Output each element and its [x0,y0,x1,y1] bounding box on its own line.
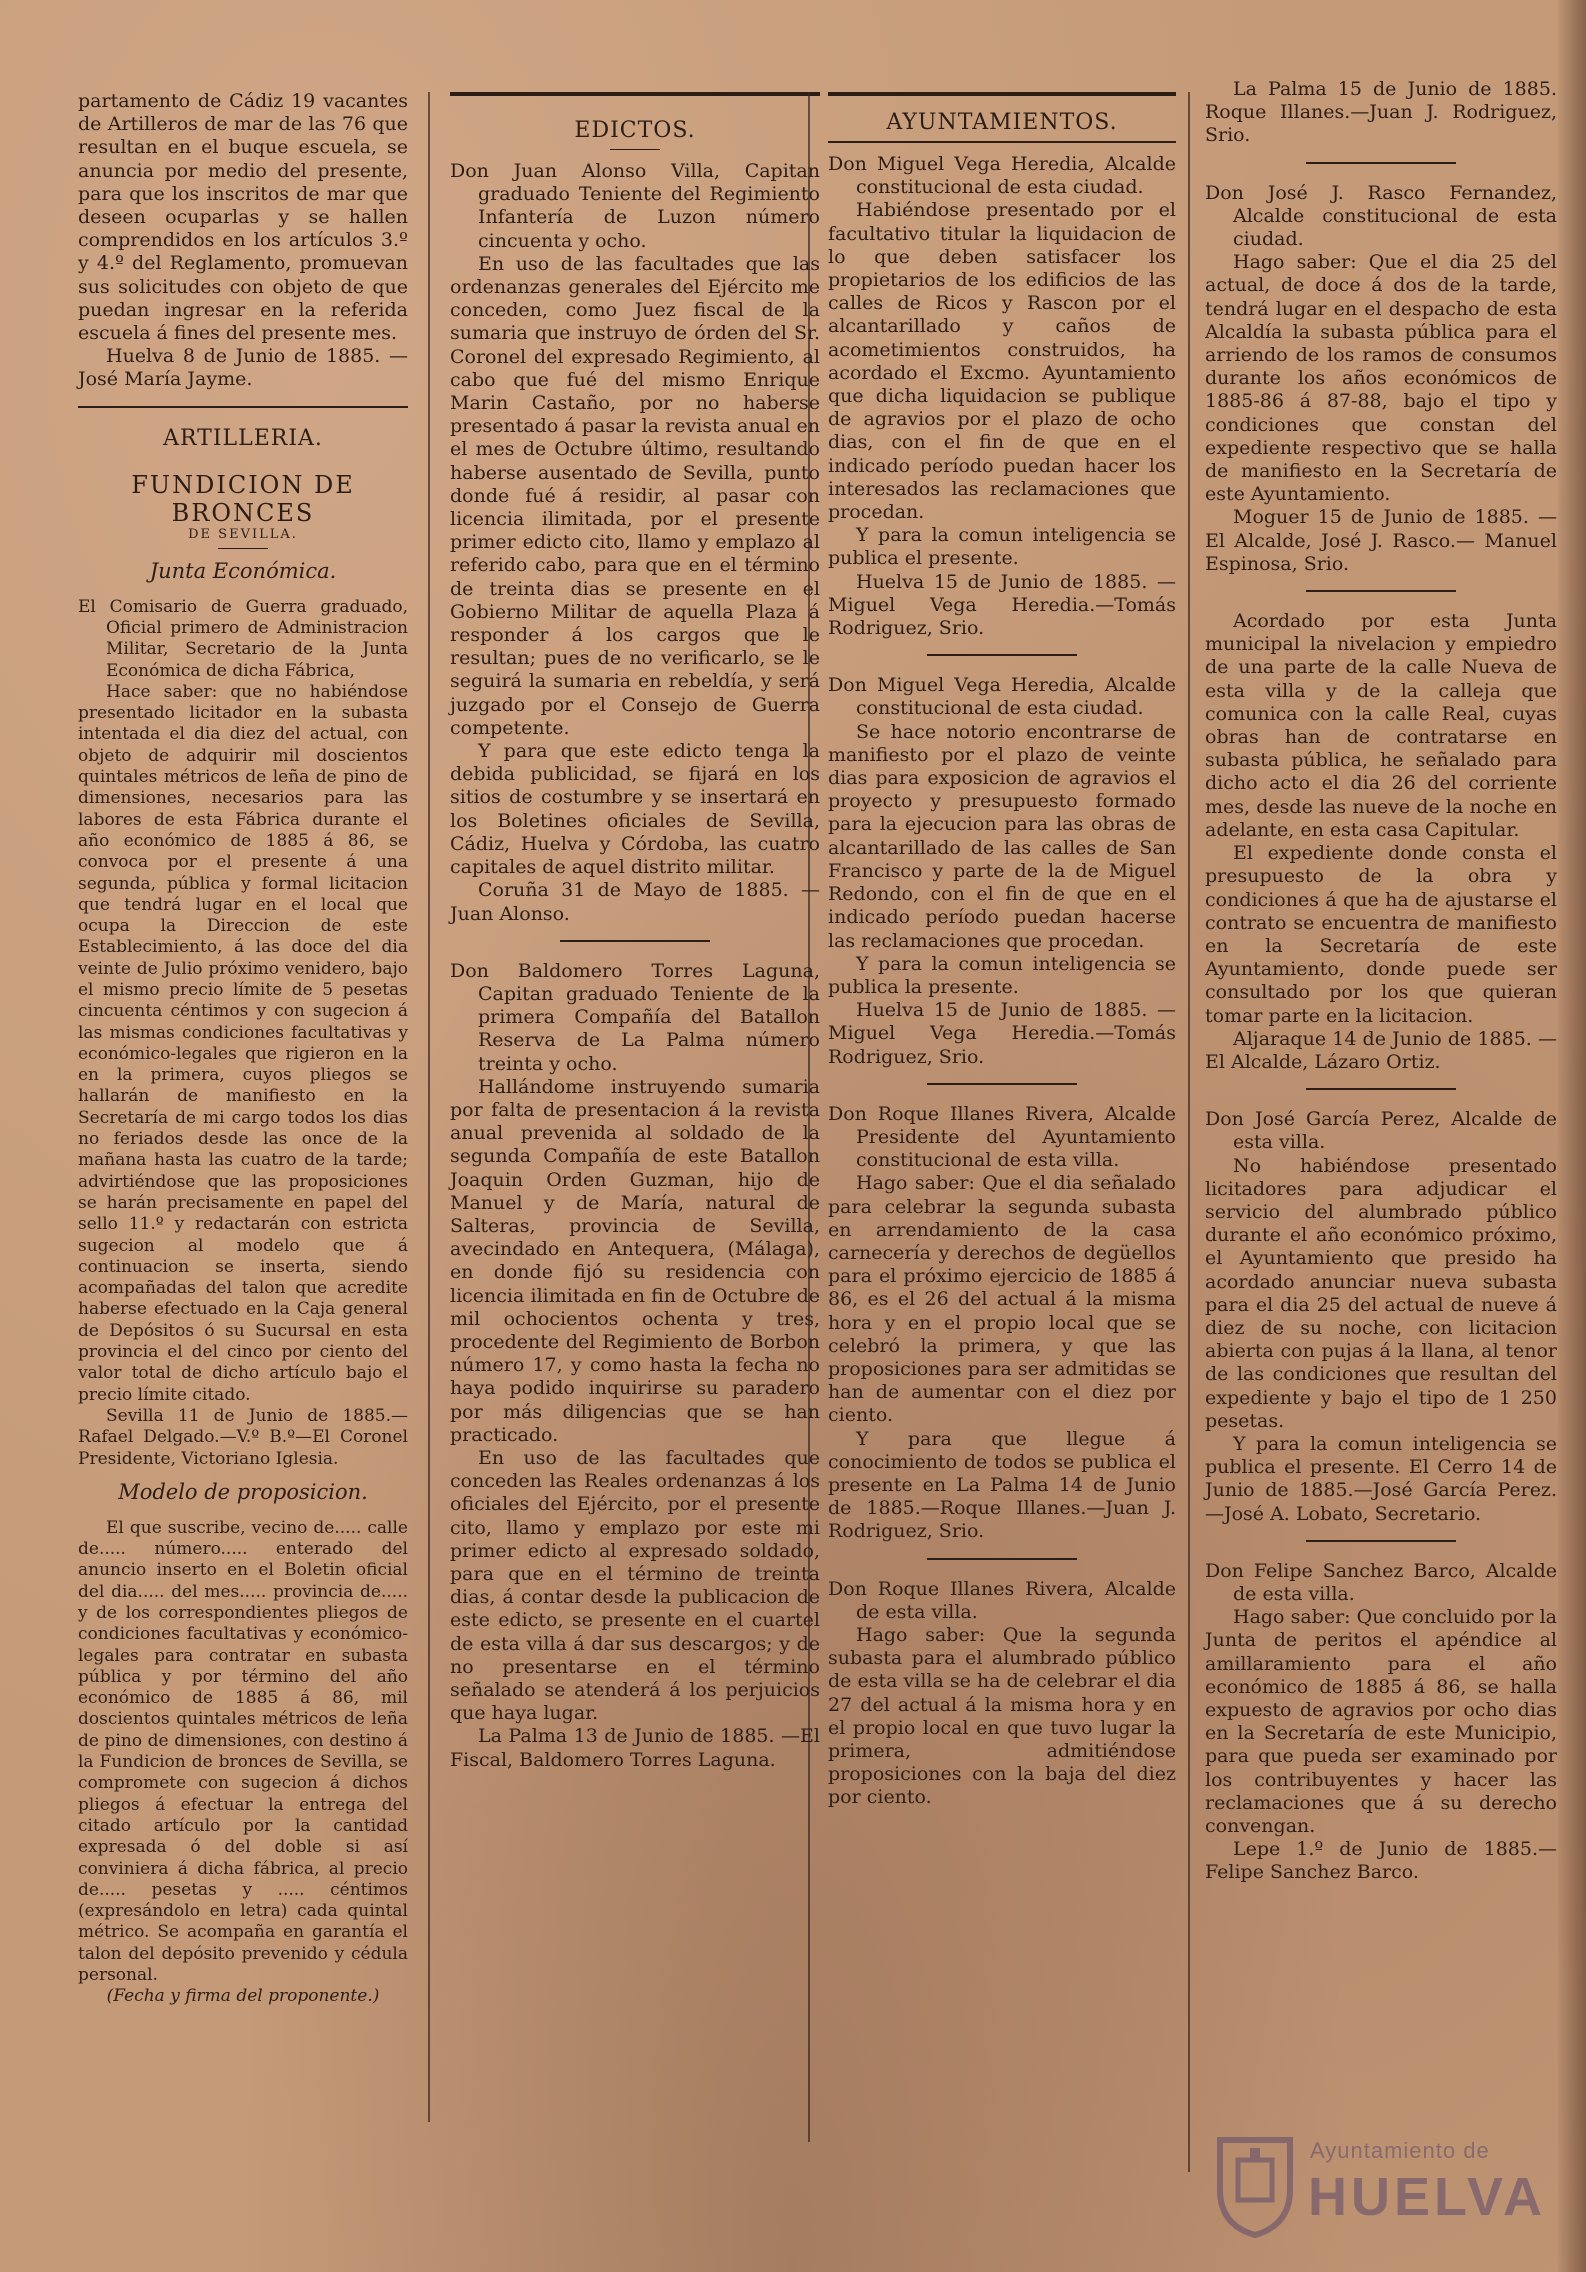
notice-body: No habiéndose presentado licitadores para adjudicar el servicio del alumbrado público durante el año económico próximo, el Ayuntamiento que presido ha acordado anunciar nueva subasta para el dia 25 del actual de nueve á diez de su noche, con licitacion abierta con pujas á la llana, al tenor de las condiciones que resultan del expediente y bajo el tipo de 1 250 pesetas. [1205,1154,1557,1432]
notice-body: Hago saber: Que el dia señalado para celebrar la segunda subasta en arrendamiento de la casa carnecería y derechos de degüellos para el próximo ejercicio de 1885 á 86, es el 26 del actual á la misma hora y en el propio local que se celebró la primera, y que las proposiciones para ser admitidas se han de aumentar con el diez por ciento. [828,1172,1176,1427]
notice-body: Hago saber: Que la segunda subasta para el alumbrado público de esta villa se ha de celebrar el dia 27 del actual á la misma hora y en el propio local en que tuvo lugar la primera, admitiéndose proposiciones con la baja del diez por ciento. [828,1623,1176,1809]
notice-body: Y para que llegue á conocimiento de todos se publica el presente en La Palma 14 de Junio de 1885.—Roque Illanes.—Juan J. Rodriguez, Srio. [828,1427,1176,1543]
separator [927,654,1077,656]
column-3 [828,90,1176,1810]
model-signature: (Fecha y firma del proponente.) [106,1986,380,2007]
notice-signature: Huelva 8 de Junio de 1885. —José María Jayme. [78,345,408,391]
board-title: Junta Económica. [149,558,337,583]
archive-watermark [1210,2130,1555,2250]
notice-signature: Lepe 1.º de Junio de 1885.— Felipe Sanchez Barco. [1205,1838,1557,1884]
notice-body: Y para la comun inteligencia se publica el presente. [828,524,1176,570]
notice-issuer: Don Miguel Vega Heredia, Alcalde constitucional de esta ciudad. [828,153,1176,199]
page-edge-shadow [1558,0,1586,2272]
notice-body: El expediente donde consta el presupuesto de la obra y condiciones á que ha de ajustarse el contrato se encuentra de manifiesto en la Secretaría de este Ayuntamiento, donde puede ser consultado por los que quieran tomar parte en la licitacion. [1205,842,1557,1027]
dash-rule [218,548,268,549]
section-title: AYUNTAMIENTOS. [886,110,1118,135]
column-4 [1205,78,1557,1885]
notice-body: Se hace notorio encontrarse de manifiesto por el plazo de veinte dias para exposicion de agravios el proyecto y presupuesto formado para la ejecucion para las obras de alcantarillado de las calles de San Francisco y parte de la de Miguel Redondo, con el fin de que en el indicado período puedan hacerse las reclamaciones que procedan. [828,720,1176,952]
section-title: EDICTOS. [574,118,696,143]
edict-body: En uso de las facultades que conceden las Reales ordenanzas á los oficiales del Ejército, por el presente cito, llamo y emplazo por este mi primer edicto al expresado soldado, para que en el término de treinta dias, á contar desde la publicacion de este edicto, se presente en el cuartel de esta villa á dar sus descargos; y de no presentarse en el término señalado se atenderá á los perjuicios que haya lugar. [450,1446,820,1725]
column-divider [428,92,430,2122]
notice-body: Acordado por esta Junta municipal la nivelacion y empiedro de una parte de la calle Nueva de esta villa y de la calleja que comunica con la calle Real, cuyas obras han de contratarse en subasta pública, he señalado para dicho acto el dia 26 del corriente mes, desde las nueve de la noche en adelante, en esta casa Capitular. [1205,610,1557,841]
column-divider [1188,92,1190,2172]
separator [560,940,710,942]
notice-body: Hace saber: que no habiéndose presentado licitador en la subasta intentada el dia diez del actual, con objeto de adquirir mil doscientos quintales métricos de leña de pino de dimensiones, necesarios para las labores de esta Fábrica durante el año económico de 1885 á 86, se convoca por el presente á una segunda, pública y formal licitacion que tendrá lugar en el local que ocupa la Direccion de este Establecimiento, á las doce del dia veinte de Julio próximo venidero, bajo el mismo precio límite de 5 pesetas cincuenta céntimos y con sugecion á las mismas condiciones facultativas y económico-legales que rigieron en la en la primera, cuyos pliegos se hallarán de manifiesto en la Secretaría de mi cargo todos los dias no feriados desde las once de la mañana hasta las cuatro de la tarde; advirtiéndose que las proposiciones se harán precisamente en papel del sello 11.º y redactarán con estricta sugecion al modelo que á continuacion se inserta, siendo acompañadas del talon que acredite haberse efectuado en la Caja general de Depósitos ó su Sucursal en esta provincia el del cinco por ciento del valor total de dicho artículo bajo el precio límite citado. [78,681,408,1405]
separator [1306,162,1456,164]
column-2 [450,90,820,1772]
separator [1306,1088,1456,1090]
edict-body: En uso de las facultades que las ordenanzas generales del Ejército me conceden, como Juez fiscal de la sumaria que instruyo de órden del Sr. Coronel del expresado Regimiento, al cabo que fué del mismo Enrique Marin Castaño, por no haberse presentado á pasar la revista anual en el mes de Octubre último, resultando haberse ausentado de Sevilla, punto donde fué á residir, al pasar con licencia ilimitada, por el presente primer edicto cito, llamo y emplazo al referido cabo, para que en el término de treinta dias se presente en el Gobierno Militar de aquella Plaza á responder á los cargos que le resultan; pues de no verificarlo, se le seguirá la sumaria en rebeldía, y será juzgado por el Consejo de Guerra competente. [450,252,820,739]
edict-issuer: Don Baldomero Torres Laguna, Capitan graduado Teniente de la primera Compañía del Batallon Reserva de La Palma número treinta y ocho. [450,959,820,1075]
crest-icon [1210,2130,1300,2240]
notice-signature: Huelva 15 de Junio de 1885. —Miguel Vega Heredia.—Tomás Rodriguez, Srio. [828,999,1176,1068]
watermark-line2: HUELVA [1308,2167,1546,2227]
notice-subheading: DE SEVILLA. [188,526,298,542]
notice-issuer: El Comisario de Guerra graduado, Oficial primero de Administracion Militar, Secretario de la Junta Económica de dicha Fábrica, [78,596,408,681]
notice-signature: Aljaraque 14 de Junio de 1885. —El Alcalde, Lázaro Ortiz. [1205,1027,1557,1073]
edict-issuer: Don Juan Alonso Villa, Capitan graduado Teniente del Regimiento Infantería de Luzon número cincuenta y ocho. [450,160,820,252]
notice-signature: Moguer 15 de Junio de 1885. —El Alcalde, José J. Rasco.— Manuel Espinosa, Srio. [1205,506,1557,575]
separator [927,1558,1077,1560]
edict-body: Hallándome instruyendo sumaria por falta de presentacion á la revista anual prevenida al soldado de la segunda Compañía de este Batallon Joaquin Orden Guzman, hijo de Manuel y de María, natural de Salteras, provincia de Sevilla, avecindado en Antequera, (Málaga), en donde fijó su residencia con licencia ilimitada en fin de Octubre de mil ochocientos ochenta y tres, procedente del Regimiento de Borbon número 17, y como hasta la fecha no haya podido inquirirse su paradero por más diligencias que se han practicado. [450,1075,820,1446]
notice-heading: FUNDICION DE BRONCES [131,470,355,527]
section-title: ARTILLERIA. [163,425,323,451]
notice-body: Y para la comun inteligencia se publica la presente. [828,952,1176,998]
notice-issuer: Don Felipe Sanchez Barco, Alcalde de esta villa. [1205,1559,1557,1605]
separator [1306,1540,1456,1542]
notice-signature: Sevilla 11 de Junio de 1885.— Rafael Delgado.—V.º B.º—El Coronel Presidente, Victoriano Iglesia. [78,1405,408,1469]
model-title: Modelo de proposicion. [118,1479,368,1504]
dash-rule [610,149,660,150]
notice-body: Habiéndose presentado por el facultativo titular la liquidacion de lo que deben satisfacer los propietarios de los edificios de las calles de Ricos y Rascon por el alcantarillado y caños de acometimientos construidos, ha acordado el Excmo. Ayuntamiento que dicha liquidacion se publique de agravios por el plazo de ocho dias, con el fin de que en el indicado período puedan hacer los interesados las reclamaciones que procedan. [828,199,1176,524]
edict-signature: Coruña 31 de Mayo de 1885. —Juan Alonso. [450,879,820,925]
watermark-line1: Ayuntamiento de [1310,2138,1490,2163]
separator [927,1083,1077,1085]
model-body: El que suscribe, vecino de..... calle de..... número..... enterado del anuncio inserto en el Boletin oficial del dia..... del mes..... provincia de..... y de los correspondientes pliegos de condiciones facultativas y económico-legales para contratar en subasta pública y por término del año económico de 1885 á 86, mil doscientos quintales métricos de leña de pino de dimensiones, con destino á la Fundicion de bronces de Sevilla, se compromete con sugecion á dichos pliegos á efectuar la entrega del citado artículo por la cantidad expresada ó del doble si así conviniera á dicha fábrica, al precio de..... pesetas y ..... céntimos (expresándolo en letra) cada quintal métrico. Se acompaña en garantía el talon del depósito prevenido y cédula personal. [78,1517,408,1986]
notice-issuer: Don Roque Illanes Rivera, Alcalde de esta villa. [828,1577,1176,1623]
notice-issuer: Don Miguel Vega Heredia, Alcalde constitucional de esta ciudad. [828,674,1176,720]
notice-issuer: Don José J. Rasco Fernandez, Alcalde constitucional de esta ciudad. [1205,181,1557,251]
notice-body: Hago saber: Que concluido por la Junta de peritos el apéndice al amillaramiento para el año económico de 1885 á 86, se halla expuesto de agravios por ocho dias en la Secretaría de este Municipio, para que pueda ser examinado por los contribuyentes y hacer las reclamaciones que á su derecho convengan. [1205,1606,1557,1838]
notice-text: partamento de Cádiz 19 vacantes de Artilleros de mar de las 76 que resultan en el buque escuela, se anuncia por medio del presente, para que los inscritos de mar que deseen ocuparlas y se hallen comprendidos en los artículos 3.º y 4.º del Reglamento, promuevan sus solicitudes con objeto de que puedan ingresar en la referida escuela á fines del presente mes. [78,90,408,345]
notice-body: Y para la comun inteligencia se publica el presente. El Cerro 14 de Junio de 1885.—José García Perez.—José A. Lobato, Secretario. [1205,1432,1557,1525]
notice-issuer: Don José García Perez, Alcalde de esta villa. [1205,1108,1557,1154]
notice-body: Hago saber: Que el dia 25 del actual, de doce á dos de la tarde, tendrá lugar en el despacho de esta Alcaldía la subasta pública para el arriendo de los ramos de consumos durante los años económicos de 1885-86 á 87-88, bajo el tipo y condiciones que constan del expediente respectivo que se halla de manifiesto en la Secretaría de este Ayuntamiento. [1205,251,1557,506]
notice-signature: La Palma 15 de Junio de 1885. Roque Illanes.—Juan J. Rodriguez, Srio. [1205,78,1557,147]
edict-signature: La Palma 13 de Junio de 1885. —El Fiscal, Baldomero Torres Laguna. [450,1725,820,1771]
separator [78,406,408,408]
notice-issuer: Don Roque Illanes Rivera, Alcalde Presidente del Ayuntamiento constitucional de esta villa. [828,1102,1176,1172]
notice-signature: Huelva 15 de Junio de 1885. —Miguel Vega Heredia.—Tomás Rodriguez, Srio. [828,570,1176,640]
separator [1306,590,1456,592]
edict-body: Y para que este edicto tenga la debida publicidad, se fijará en los sitios de costumbre y se insertará en los Boletines oficiales de Sevilla, Cádiz, Huelva y Córdoba, las cuatro capitales de aquel distrito militar. [450,740,820,879]
separator [828,141,1176,143]
column-1 [78,90,408,2008]
